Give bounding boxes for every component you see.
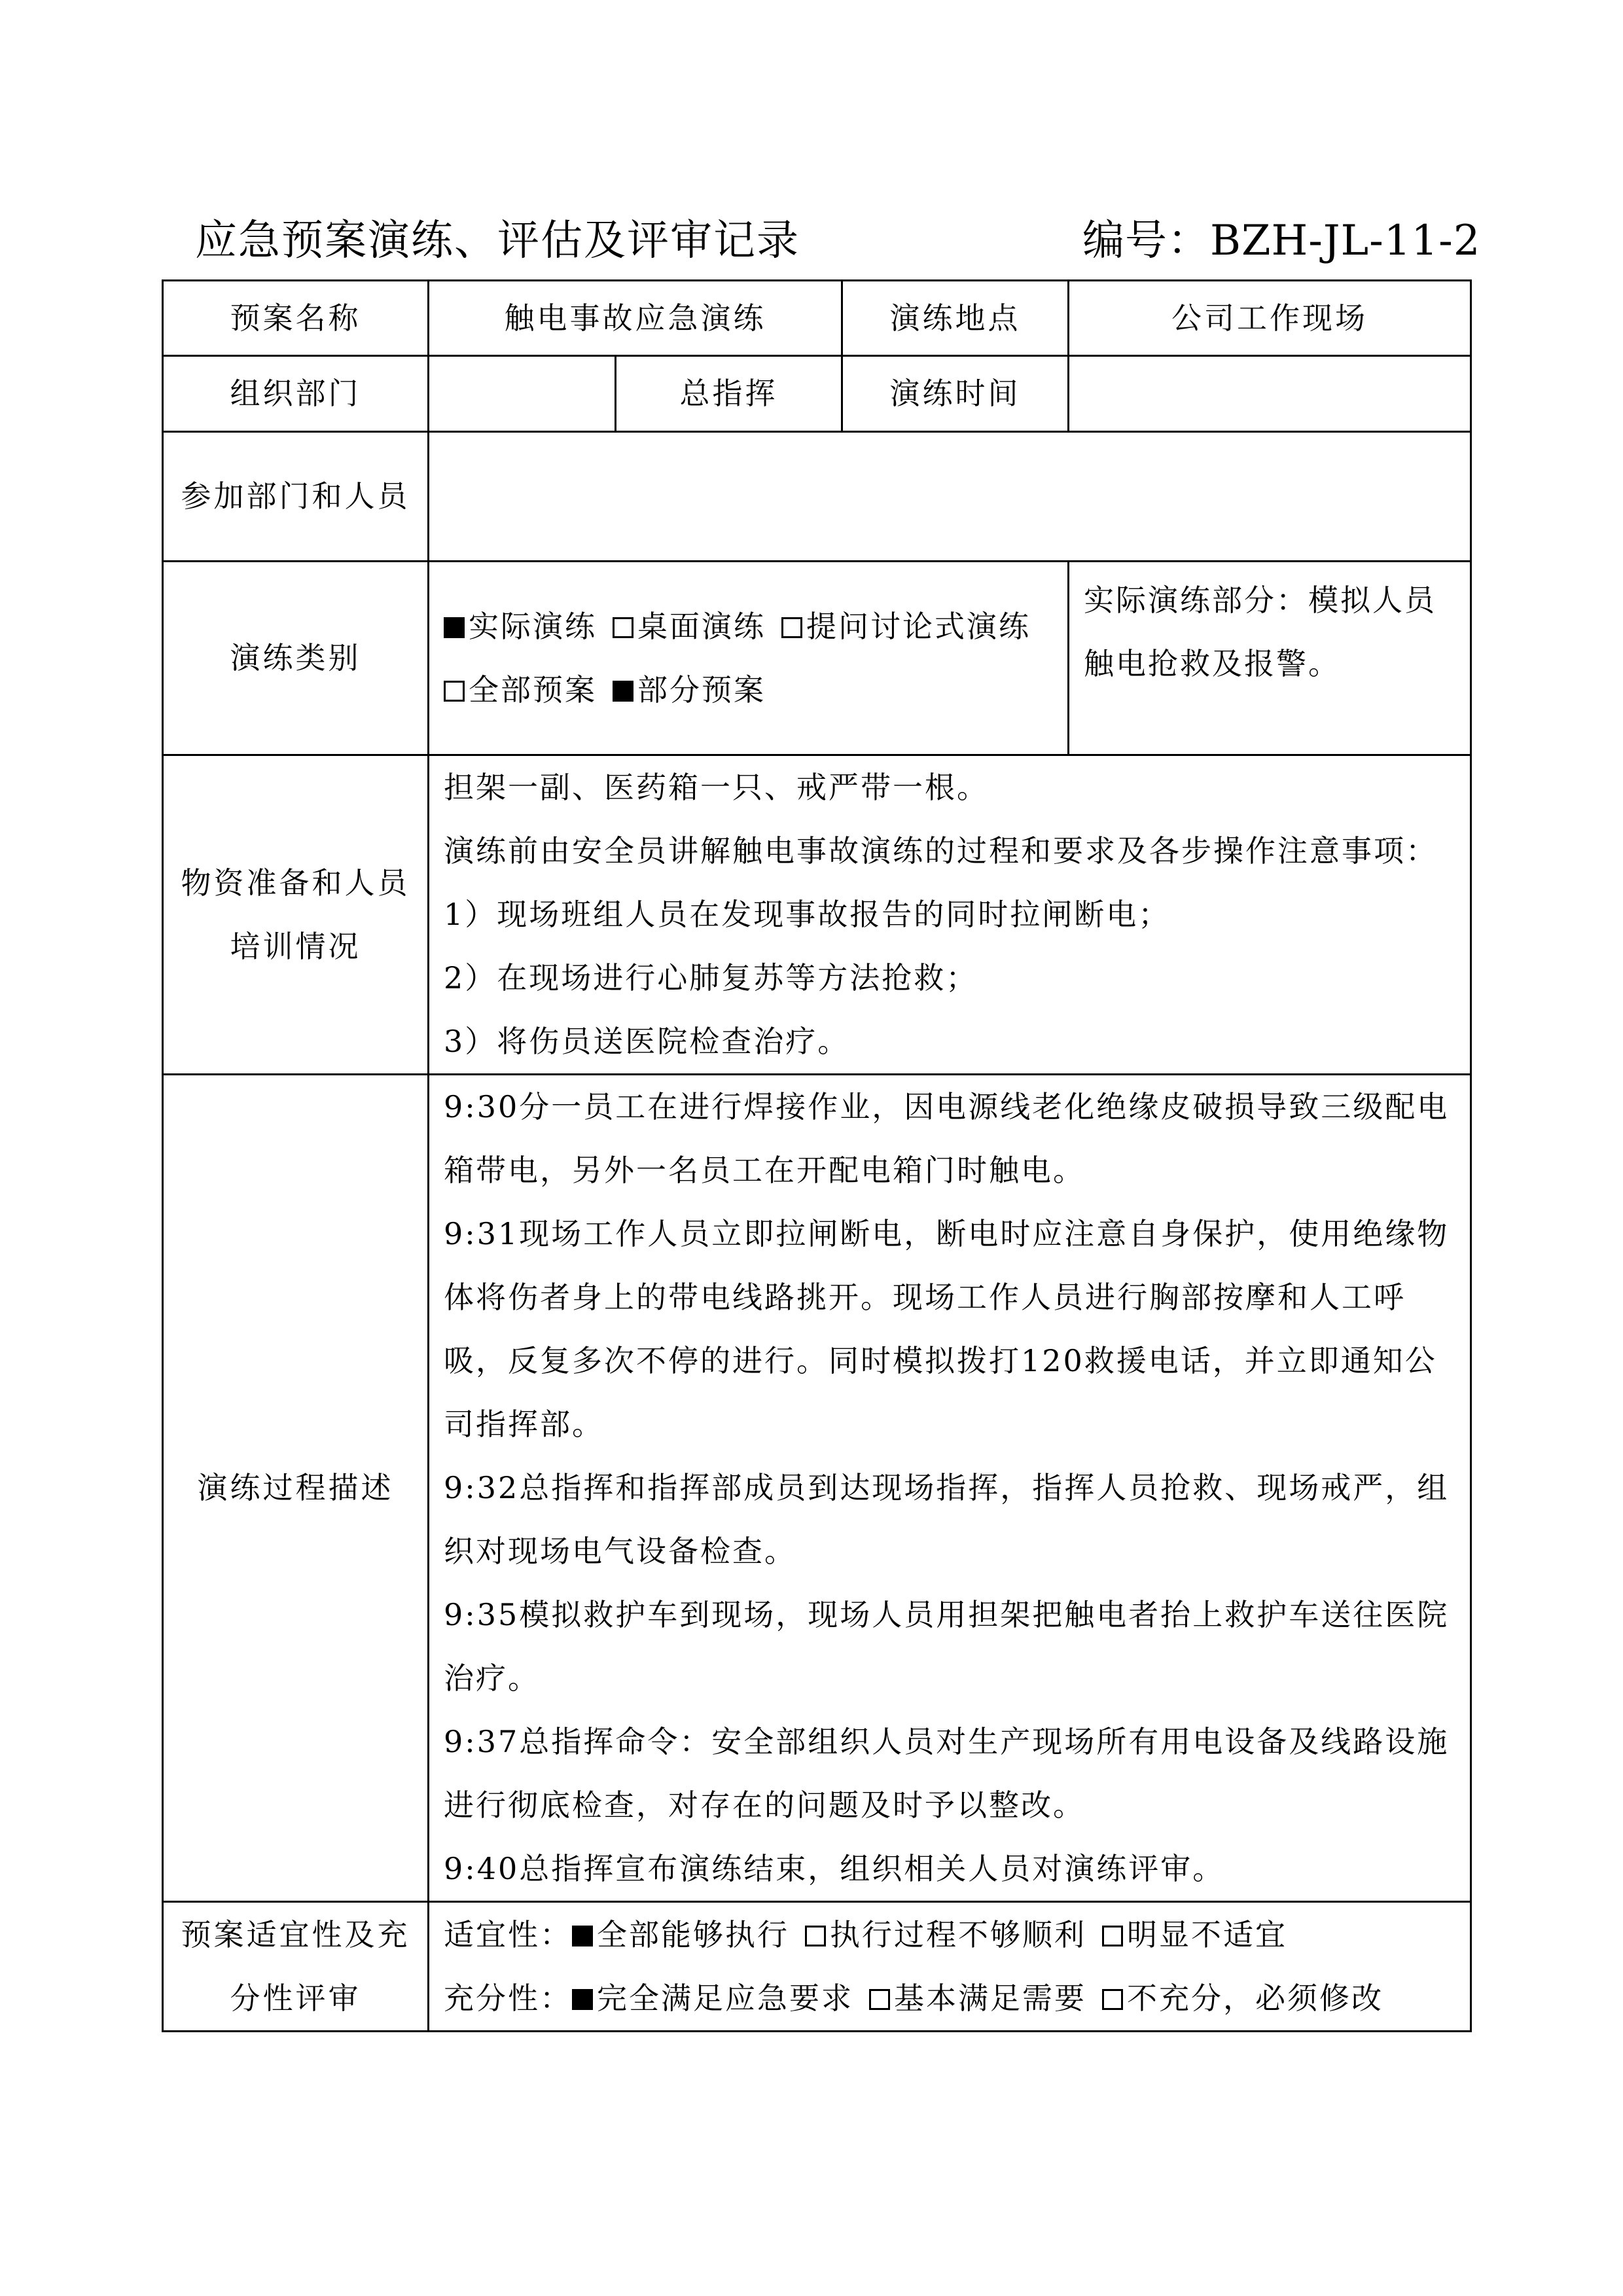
option-full-plan[interactable]: 全部预案: [444, 672, 597, 708]
document-code: 编号：BZH-JL-11-2: [1082, 217, 1481, 265]
preparation-line: 演练前由安全员讲解触电事故演练的过程和要求及各步操作注意事项：: [444, 833, 1438, 869]
process-paragraph: 9:32总指挥和指挥部成员到达现场指挥，指挥人员抢救、现场戒严，组织对现场电气设备检查。: [444, 1470, 1450, 1569]
adequacy-line: 充分性： 完全满足应急要求 基本满足需要 不充分，必须修改: [444, 1980, 1383, 2016]
row-process: [163, 1075, 1471, 1902]
row-review: [163, 1902, 1471, 2032]
suitability-line: 适宜性： 全部能够执行 执行过程不够顺利 明显不适宜: [444, 1916, 1287, 1952]
org-value[interactable]: [429, 356, 616, 432]
option-tabletop-drill[interactable]: 桌面演练: [613, 609, 766, 644]
category-label: 演练类别: [163, 562, 429, 755]
option-unsuitable[interactable]: 明显不适宜: [1102, 1917, 1287, 1952]
commander-label: 总指挥: [616, 356, 842, 432]
row-org: [163, 356, 1471, 432]
record-table: [162, 279, 1472, 2032]
location-value[interactable]: 公司工作现场: [1069, 281, 1471, 356]
process-paragraph: 9:37总指挥命令：安全部组织人员对生产现场所有用电设备及线路设施进行彻底检查，对存在的问题及时予以整改。: [444, 1724, 1450, 1823]
plan-name-value[interactable]: 触电事故应急演练: [429, 281, 842, 356]
row-category: [163, 562, 1471, 755]
option-partial-plan[interactable]: 部分预案: [613, 672, 766, 708]
process-paragraph: 9:30分一员工在进行焊接作业，因电源线老化绝缘皮破损导致三级配电箱带电，另外一名员工在开配电箱门时触电。: [444, 1089, 1450, 1188]
row-participants: [163, 432, 1471, 562]
preparation-line: 担架一副、医药箱一只、戒严带一根。: [444, 770, 989, 805]
checkbox-checked-icon: [444, 617, 465, 638]
participants-value[interactable]: [429, 432, 1471, 562]
option-discussion-drill[interactable]: 提问讨论式演练: [781, 609, 1031, 644]
checkbox-empty-icon: [805, 1926, 826, 1946]
option-inadequate[interactable]: 不充分，必须修改: [1102, 1981, 1383, 2016]
plan-name-label: 预案名称: [163, 281, 429, 356]
checkbox-empty-icon: [781, 617, 802, 638]
checkbox-empty-icon: [869, 1989, 890, 2010]
process-paragraph: 9:35模拟救护车到现场，现场人员用担架把触电者抬上救护车送往医院治疗。: [444, 1597, 1450, 1696]
preparation-line: 2）在现场进行心肺复苏等方法抢救；: [444, 960, 978, 996]
time-label: 演练时间: [842, 356, 1069, 432]
process-label: 演练过程描述: [163, 1075, 429, 1902]
location-label: 演练地点: [842, 281, 1069, 356]
preparation-label: 物资准备和人员 培训情况: [163, 755, 429, 1075]
checkbox-empty-icon: [1102, 1989, 1123, 2010]
checkbox-empty-icon: [1102, 1926, 1123, 1946]
checkbox-checked-icon: [572, 1989, 593, 2010]
option-basically-meets[interactable]: 基本满足需要: [869, 1981, 1086, 2016]
checkbox-empty-icon: [613, 617, 633, 638]
preparation-line: 3）将伤员送医院检查治疗。: [444, 1024, 850, 1059]
checkbox-checked-icon: [572, 1926, 593, 1946]
process-content: [429, 1075, 1471, 1902]
row-plan-name: [163, 281, 1471, 356]
participants-label: 参加部门和人员: [163, 432, 429, 562]
option-not-smooth[interactable]: 执行过程不够顺利: [805, 1917, 1086, 1952]
review-label: 预案适宜性及充 分性评审: [163, 1902, 429, 2032]
checkbox-checked-icon: [613, 681, 633, 702]
option-actual-drill[interactable]: 实际演练: [444, 609, 597, 644]
document-title: 应急预案演练、评估及评审记录: [195, 217, 800, 265]
process-paragraph: 9:40总指挥宣布演练结束，组织相关人员对演练评审。: [444, 1851, 1225, 1886]
preparation-content: [429, 755, 1471, 1075]
review-content: [429, 1902, 1471, 2032]
org-label: 组织部门: [163, 356, 429, 432]
category-options: [429, 562, 1069, 755]
preparation-line: 1）现场班组人员在发现事故报告的同时拉闸断电；: [444, 897, 1171, 932]
checkbox-empty-icon: [444, 681, 465, 702]
process-paragraph: 9:31现场工作人员立即拉闸断电，断电时应注意自身保护，使用绝缘物体将伤者身上的带电线路挑开。现场工作人员进行胸部按摩和人工呼吸，反复多次不停的进行。同时模拟拨打120救援电话，并立即通知公司指挥部。: [444, 1216, 1450, 1442]
category-note: 实际演练部分：模拟人员触电抢救及报警。: [1069, 562, 1471, 755]
time-value[interactable]: [1069, 356, 1471, 432]
option-fully-meets[interactable]: 完全满足应急要求: [572, 1981, 853, 2016]
row-preparation: [163, 755, 1471, 1075]
option-fully-executable[interactable]: 全部能够执行: [572, 1917, 789, 1952]
